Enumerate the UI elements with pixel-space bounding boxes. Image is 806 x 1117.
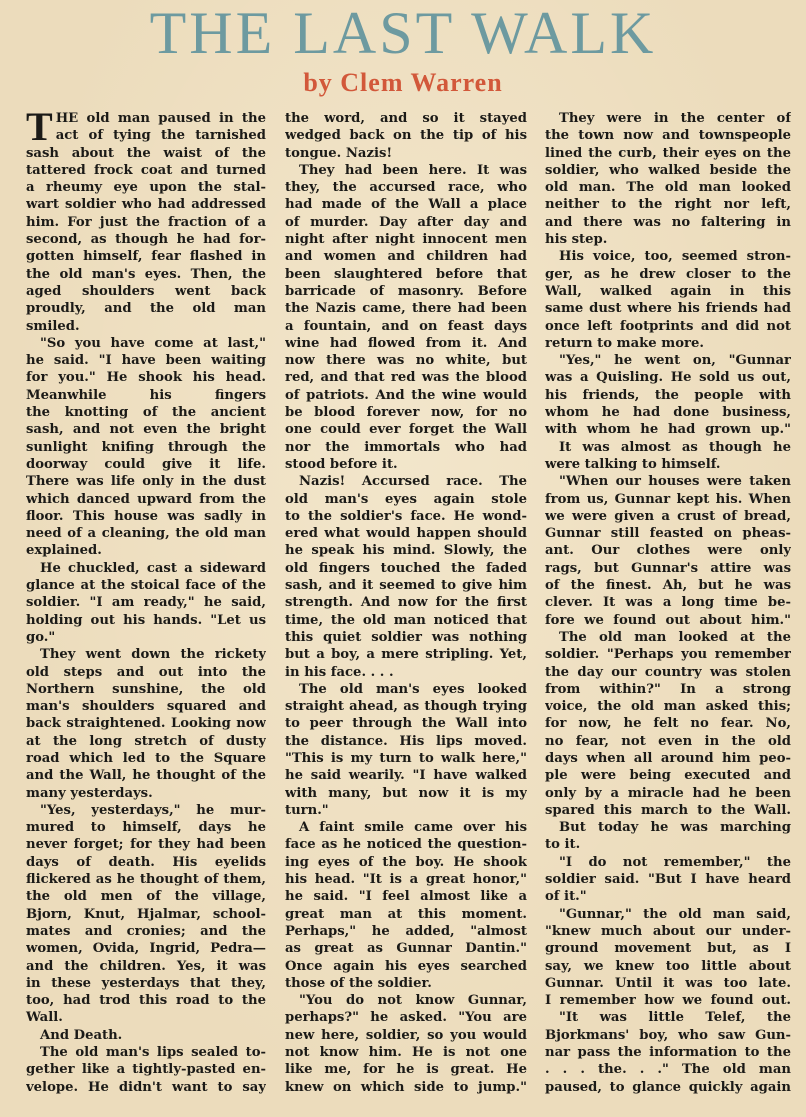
- text-line: holding out his hands. "Let us: [26, 612, 266, 628]
- text-line: Bjorkmans' boy, who saw Gun-: [545, 1027, 791, 1043]
- text-line: were talking to himself.: [545, 456, 721, 472]
- text-line: new here, soldier, so you would: [285, 1027, 527, 1043]
- text-line: rags, but Gunnar's attire was: [545, 560, 791, 576]
- text-line: say, we knew too little about: [545, 958, 791, 974]
- text-line: I remember how we found out.: [545, 993, 791, 1009]
- text-line: mured to himself, days he: [26, 820, 266, 836]
- text-line: go.": [26, 629, 56, 645]
- text-line: tongue. Nazis!: [285, 145, 393, 161]
- text-line: sunlight knifing through the: [26, 439, 266, 455]
- text-line: great man at this moment.: [285, 906, 527, 922]
- text-line: glance at the stoical face of the: [26, 578, 266, 594]
- text-line: "Yes, yesterdays," he mur-: [40, 802, 266, 818]
- text-line: time, the old man noticed that: [285, 612, 527, 628]
- text-line: "knew much about our under-: [545, 923, 791, 939]
- text-line: never forget; for they had been: [26, 837, 266, 853]
- text-column-1: [26, 104, 266, 1096]
- text-line: "I do not remember," the: [559, 854, 791, 870]
- text-line: one could ever forget the Wall: [285, 422, 527, 438]
- text-line: fore we found out about him.": [545, 612, 791, 628]
- text-line: ered what would happen should: [285, 526, 527, 542]
- text-line: There was life only in the dust: [26, 474, 266, 490]
- text-line: lined the curb, their eyes on the: [545, 145, 791, 161]
- text-line: "Gunnar," the old man said,: [559, 906, 791, 922]
- text-line: wine had flowed from it. And: [285, 335, 527, 351]
- text-line: neither to the right nor left,: [545, 197, 791, 213]
- text-line: nor the immortals who had: [285, 439, 527, 455]
- text-line: to it.: [545, 837, 581, 853]
- text-line: need of a cleaning, the old man: [26, 526, 266, 542]
- text-line: road which led to the Square: [26, 750, 266, 766]
- text-line: His voice, too, seemed stron-: [559, 249, 791, 265]
- text-line: soldier, who walked beside the: [545, 162, 791, 178]
- text-line: with many, but now it is my: [285, 785, 527, 801]
- text-line: ground movement but, as I: [545, 941, 791, 957]
- text-line: He chuckled, cast a sideward: [40, 560, 266, 576]
- text-line: A faint smile came over his: [299, 820, 527, 836]
- text-line: his friends, the people with: [545, 387, 791, 403]
- text-line: old man's eyes again stole: [285, 491, 527, 507]
- text-line: the old men of the village,: [26, 889, 266, 905]
- text-line: which danced upward from the: [26, 491, 266, 507]
- text-line: him. For just the fraction of a: [26, 214, 266, 230]
- text-line: Gunnar still feasted on pheas-: [545, 526, 791, 542]
- text-line: Wall, walked again in this: [545, 283, 791, 299]
- text-line: And Death.: [40, 1027, 123, 1043]
- text-line: now there was no white, but: [285, 353, 527, 369]
- text-line: once left footprints and did not: [545, 318, 791, 334]
- text-line: those of the soldier.: [285, 975, 432, 991]
- text-line: for now, he felt no fear. No,: [545, 716, 791, 732]
- text-line: too, had trod this road to the: [26, 993, 266, 1009]
- text-line: doorway could give it life.: [26, 456, 266, 472]
- text-line: was a Quisling. He sold us out,: [545, 370, 791, 386]
- text-line: Once again his eyes searched: [285, 958, 527, 974]
- text-line: of it.": [545, 889, 587, 905]
- text-line: the day our country was stolen: [545, 664, 791, 680]
- text-line: flickered as he thought of them,: [26, 872, 266, 888]
- text-line: The old man's eyes looked: [299, 681, 527, 697]
- text-line: many yesterdays.: [26, 785, 153, 801]
- text-line: they, the accursed race, who: [285, 180, 527, 196]
- text-line: and the Wall, he thought of the: [26, 768, 266, 784]
- text-line: back straightened. Looking now: [26, 716, 266, 732]
- story-title: THE LAST WALK: [149, 0, 657, 66]
- story-byline: by Clem Warren: [303, 68, 503, 97]
- text-line: and there was no faltering in: [545, 214, 791, 230]
- text-line: of murder. Day after day and: [285, 214, 527, 230]
- text-line: at the long stretch of dusty: [26, 733, 266, 749]
- text-line: straight ahead, as though trying: [285, 699, 527, 715]
- text-line: of patriots. And the wine would: [285, 387, 527, 403]
- text-line: and women and children had: [285, 249, 527, 265]
- text-line: "It was little Telef, the: [559, 1010, 791, 1026]
- text-line: Gunnar. Until it was too late.: [545, 975, 791, 991]
- text-line: sash about the waist of the: [26, 145, 266, 161]
- text-line: not know him. He is not one: [285, 1045, 527, 1061]
- text-line: They had been here. It was: [299, 162, 527, 178]
- text-line: wart soldier who had addressed: [26, 197, 266, 213]
- text-line: sash, and not even the bright: [26, 422, 266, 438]
- text-line: soldier said. "But I have heard: [545, 872, 791, 888]
- text-line: for you." He shook his head.: [26, 370, 266, 386]
- text-line: But today he was marching: [559, 820, 791, 836]
- text-line: tattered frock coat and turned: [26, 162, 266, 178]
- text-line: in his face. . . .: [285, 664, 394, 680]
- text-line: he said wearily. "I have walked: [285, 768, 527, 784]
- text-line: The old man's lips sealed to-: [40, 1045, 266, 1061]
- text-line: been slaughtered before that: [285, 266, 527, 282]
- text-line: same dust where his friends had: [545, 301, 791, 317]
- text-line: with whom he had grown up.": [545, 422, 791, 438]
- text-line: second, as though he had for-: [26, 232, 266, 248]
- text-line: only by a miracle had he been: [545, 785, 791, 801]
- text-line: voice, the old man asked this;: [545, 699, 791, 715]
- text-line: he said. "I have been waiting: [26, 353, 266, 369]
- text-line: Meanwhile his fingers: [26, 387, 266, 403]
- drop-cap: T: [26, 104, 53, 149]
- text-line: this quiet soldier was nothing: [285, 629, 527, 645]
- text-line: barricade of masonry. Before: [285, 283, 527, 299]
- text-line: They went down the rickety: [40, 647, 266, 663]
- text-line: spared this march to the Wall.: [545, 802, 791, 818]
- text-line: perhaps?" he asked. "You are: [285, 1010, 527, 1026]
- text-line: night after night innocent men: [285, 232, 527, 248]
- text-line: from us, Gunnar kept his. When: [545, 491, 791, 507]
- text-line: ger, as he drew closer to the: [545, 266, 791, 282]
- text-line: proudly, and the old man: [26, 301, 266, 317]
- text-line: gether like a tightly-pasted en-: [26, 1062, 266, 1078]
- text-line: the town now and townspeople: [545, 128, 791, 144]
- text-line: soldier. "Perhaps you remember: [545, 647, 791, 663]
- text-line: and the children. Yes, it was: [26, 958, 266, 974]
- text-line: of the finest. Ah, but he was: [545, 578, 791, 594]
- text-line: days when all around him peo-: [545, 750, 791, 766]
- text-line: to peer through the Wall into: [285, 716, 527, 732]
- text-line: women, Ovida, Ingrid, Pedra—: [26, 941, 266, 957]
- text-line: "Yes," he went on, "Gunnar: [559, 353, 791, 369]
- text-line: be blood forever now, for no: [285, 405, 527, 421]
- text-line: the old man's eyes. Then, the: [26, 266, 266, 282]
- text-line: ing eyes of the boy. He shook: [285, 854, 527, 870]
- text-line: clever. It was a long time be-: [545, 595, 791, 611]
- text-line: he speak his mind. Slowly, the: [285, 543, 527, 559]
- text-line: man's shoulders squared and: [26, 699, 266, 715]
- text-line: we were given a crust of bread,: [545, 508, 791, 524]
- text-line: had made of the Wall a place: [285, 197, 527, 213]
- text-line: the knotting of the ancient: [26, 405, 266, 421]
- text-line: gotten himself, fear flashed in: [26, 249, 266, 265]
- text-line: . . . the. . ." The old man: [545, 1062, 791, 1078]
- text-line: the distance. His lips moved.: [285, 733, 527, 749]
- text-line: to the soldier's face. He wond-: [285, 508, 527, 524]
- text-line: nar pass the information to the: [545, 1045, 791, 1061]
- text-line: a rheumy eye upon the stal-: [26, 180, 266, 196]
- text-line: old steps and out into the: [26, 664, 266, 680]
- text-line: act of tying the tarnished: [55, 128, 266, 144]
- text-line: soldier. "I am ready," he said,: [26, 595, 266, 611]
- text-line: Perhaps," he added, "almost: [285, 923, 527, 939]
- text-line: paused, to glance quickly again: [545, 1079, 791, 1095]
- text-line: like me, for he is great. He: [285, 1062, 527, 1078]
- text-line: aged shoulders went back: [26, 283, 266, 299]
- text-line: he said. "I feel almost like a: [285, 889, 527, 905]
- text-line: stood before it.: [285, 456, 398, 472]
- text-line: a fountain, and on feast days: [285, 318, 527, 334]
- text-line: mates and cronies; and the: [26, 923, 266, 939]
- text-line: knew on which side to jump.": [285, 1079, 527, 1095]
- text-line: the Nazis came, there had been: [285, 301, 527, 317]
- text-line: as great as Gunnar Dantin.": [285, 941, 527, 957]
- text-line: "So you have come at last,": [40, 335, 266, 351]
- text-line: red, and that red was the blood: [285, 370, 527, 386]
- text-line: velope. He didn't want to say: [26, 1079, 266, 1095]
- text-line: turn.": [285, 802, 329, 818]
- text-line: the word, and so it stayed: [285, 111, 527, 126]
- text-line: Bjorn, Knut, Hjalmar, school-: [26, 906, 266, 922]
- text-line: "When our houses were taken: [559, 474, 791, 490]
- text-line: Nazis! Accursed race. The: [299, 474, 527, 490]
- text-line: explained.: [26, 543, 102, 559]
- text-line: Northern sunshine, the old: [26, 681, 266, 697]
- text-line: his head. "It is a great honor,": [285, 872, 527, 888]
- text-column-2: [285, 110, 527, 1096]
- text-line: Wall.: [26, 1010, 63, 1026]
- text-line: The old man looked at the: [559, 629, 791, 645]
- text-line: return to make more.: [545, 335, 704, 351]
- text-line: but a boy, a mere stripling. Yet,: [285, 647, 527, 663]
- text-line: ple were being executed and: [545, 768, 791, 784]
- text-line: days of death. His eyelids: [26, 854, 266, 870]
- text-line: face as he noticed the question-: [285, 837, 527, 853]
- text-line: HE old man paused in the: [55, 111, 266, 126]
- text-line: They were in the center of: [559, 111, 791, 126]
- text-line: sash, and it seemed to give him: [285, 578, 527, 594]
- text-line: no fear, not even in the old: [545, 733, 791, 749]
- text-line: It was almost as though he: [559, 439, 791, 455]
- text-line: "This is my turn to walk here,": [285, 750, 527, 766]
- text-line: from within?" In a strong: [545, 681, 791, 697]
- text-line: floor. This house was sadly in: [26, 508, 266, 524]
- text-line: in these yesterdays that they,: [26, 975, 266, 991]
- text-line: wedged back on the tip of his: [285, 128, 527, 144]
- text-line: whom he had done business,: [545, 405, 791, 421]
- text-column-3: [545, 110, 791, 1096]
- text-line: old fingers touched the faded: [285, 560, 527, 576]
- text-line: old man. The old man looked: [545, 180, 791, 196]
- text-line: ant. Our clothes were only: [545, 543, 791, 559]
- text-line: smiled.: [26, 318, 80, 334]
- text-line: strength. And now for the first: [285, 595, 527, 611]
- text-line: "You do not know Gunnar,: [299, 993, 527, 1009]
- text-line: his step.: [545, 232, 608, 248]
